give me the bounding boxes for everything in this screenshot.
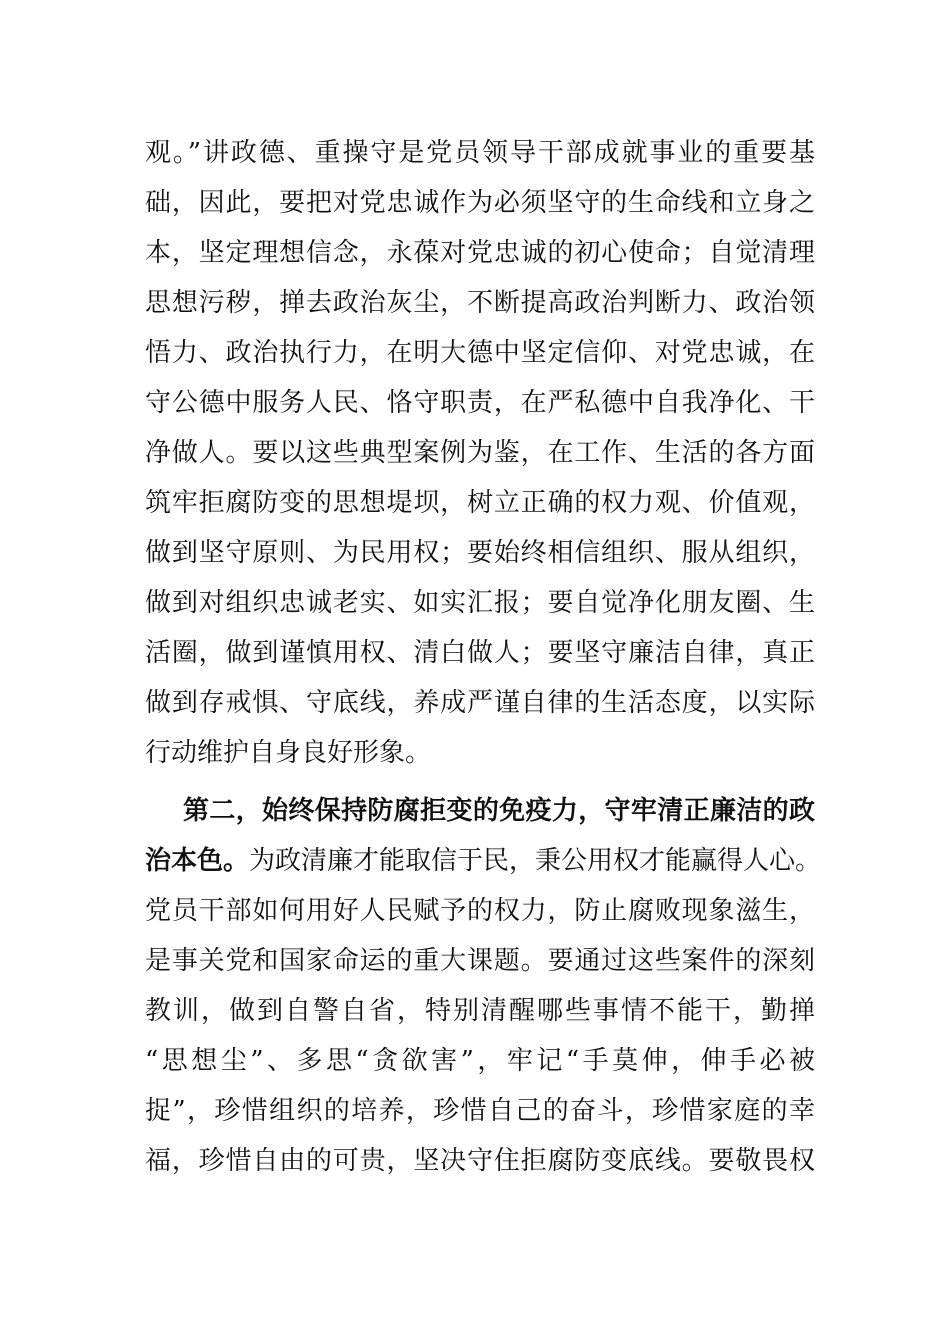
paragraph-line: 党员干部如何用好人民赋予的权力，防止腐败现象滋生， (145, 896, 815, 926)
paragraph-line (145, 836, 822, 886)
paragraph-line: 行动维护自身良好形象。 (145, 738, 432, 768)
paragraph-line: 悟力、政治执行力，在明大德中坚定信仰、对党忠诚，在 (145, 338, 815, 368)
paragraph-2 (145, 786, 822, 1186)
paragraph-line: 做到坚守原则、为民用权；要始终相信组织、服从组织， (145, 538, 815, 568)
paragraph-1 (145, 128, 815, 778)
paragraph-line: 守公德中服务人民、恪守职责，在严私德中自我净化、干 (145, 388, 815, 418)
paragraph-line: 做到对组织忠诚老实、如实汇报；要自觉净化朋友圈、生 (145, 588, 815, 618)
paragraph-line: 做到存戒惧、守底线，养成严谨自律的生活态度，以实际 (145, 688, 815, 718)
paragraph-line: 本，坚定理想信念，永葆对党忠诚的初心使命；自觉清理 (145, 238, 815, 268)
paragraph-line: 思想污秽，掸去政治灰尘，不断提高政治判断力、政治领 (145, 288, 815, 318)
paragraph-line: 活圈，做到谨慎用权、清白做人；要坚守廉洁自律，真正 (145, 638, 815, 668)
paragraph-text: 为政清廉才能取信于民，秉公用权才能赢得人心。 (249, 846, 822, 876)
section-heading-end: 治本色。 (145, 846, 250, 876)
paragraph-line: 捉”，珍惜组织的培养，珍惜自己的奋斗，珍惜家庭的幸 (145, 1096, 815, 1126)
paragraph-line: 净做人。要以这些典型案例为鉴，在工作、生活的各方面 (145, 438, 815, 468)
paragraph-line: 观。”讲政德、重操守是党员领导干部成就事业的重要基 (145, 138, 815, 168)
paragraph-line: 是事关党和国家命运的重大课题。要通过这些案件的深刻 (145, 946, 815, 976)
paragraph-line: 福，珍惜自由的可贵，坚决守住拒腐防变底线。要敬畏权 (145, 1146, 815, 1176)
section-heading: 第二，始终保持防腐拒变的免疫力，守牢清正廉洁的政 (183, 796, 815, 826)
paragraph-line: 筑牢拒腐防变的思想堤坝，树立正确的权力观、价值观， (145, 488, 815, 518)
paragraph-line: 教训，做到自警自省，特别清醒哪些事情不能干，勤掸 (145, 996, 815, 1026)
paragraph-line: “思想尘”、多思“贪欲害”，牢记“手莫伸，伸手必被 (145, 1046, 815, 1076)
paragraph-line: 础，因此，要把对党忠诚作为必须坚守的生命线和立身之 (145, 188, 815, 218)
